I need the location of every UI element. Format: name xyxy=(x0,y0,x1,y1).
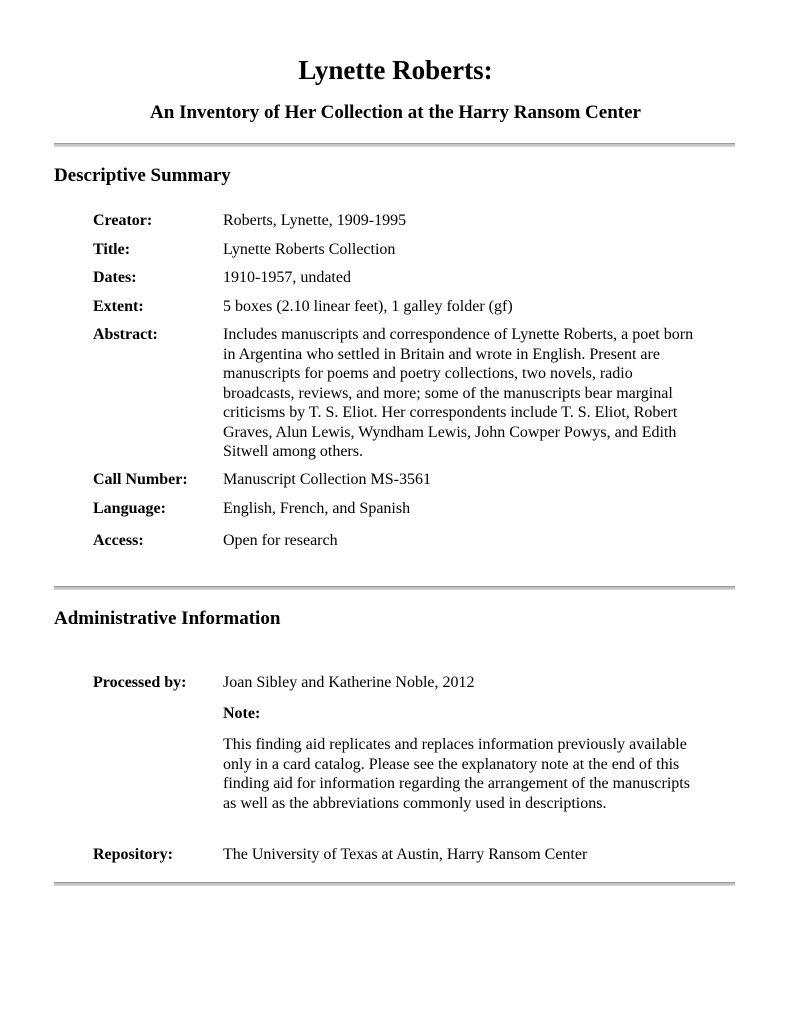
dates-value: 1910-1957, undated xyxy=(223,269,351,286)
abstract-value: Includes manuscripts and correspondence of Lynette Roberts, a poet born in Argentina who settled in Britain and wrote in English. Present are manuscripts for poems and poetry collections, two novels, radio broadcasts, reviews, and more; some of the manuscripts bear marginal criticisms by T. S. Eliot. Her correspondents include T. S. Eliot, Robert Graves, Alun Lewis, Wyndham Lewis, John Cowper Powys, and Edith Sitwell among others. xyxy=(223,326,694,460)
extent-value: 5 boxes (2.10 linear feet), 1 galley folder (gf) xyxy=(223,298,513,315)
language-label: Language: xyxy=(93,500,166,517)
processed-by-label: Processed by: xyxy=(93,674,187,691)
note-label: Note: xyxy=(223,705,261,722)
creator-label: Creator: xyxy=(93,212,153,229)
extent-label: Extent: xyxy=(93,298,144,315)
descriptive-summary-heading: Descriptive Summary xyxy=(54,165,231,186)
divider xyxy=(54,586,735,590)
repository-label: Repository: xyxy=(93,846,173,863)
page-title: Lynette Roberts: xyxy=(298,55,493,85)
divider xyxy=(54,882,735,886)
abstract-label: Abstract: xyxy=(93,326,158,343)
note-value: This finding aid replicates and replaces information previously available only in a card catalog. Please see the explanatory note at the end of this finding aid for information regarding the arrangement of the manuscripts as well as the abbreviations commonly used in descriptions. xyxy=(223,736,690,812)
administrative-information-heading: Administrative Information xyxy=(54,608,281,629)
divider xyxy=(54,143,735,147)
processed-by-value: Joan Sibley and Katherine Noble, 2012 xyxy=(223,674,475,691)
access-label: Access: xyxy=(93,532,144,549)
title-value: Lynette Roberts Collection xyxy=(223,241,396,258)
call-number-label: Call Number: xyxy=(93,471,188,488)
page-subtitle: An Inventory of Her Collection at the Harry Ransom Center xyxy=(150,102,641,123)
creator-value: Roberts, Lynette, 1909-1995 xyxy=(223,212,407,229)
language-value: English, French, and Spanish xyxy=(223,500,411,517)
dates-label: Dates: xyxy=(93,269,137,286)
access-value: Open for research xyxy=(223,532,338,549)
title-label: Title: xyxy=(93,241,131,258)
call-number-value: Manuscript Collection MS-3561 xyxy=(223,471,431,488)
repository-value: The University of Texas at Austin, Harry Ransom Center xyxy=(223,846,588,863)
